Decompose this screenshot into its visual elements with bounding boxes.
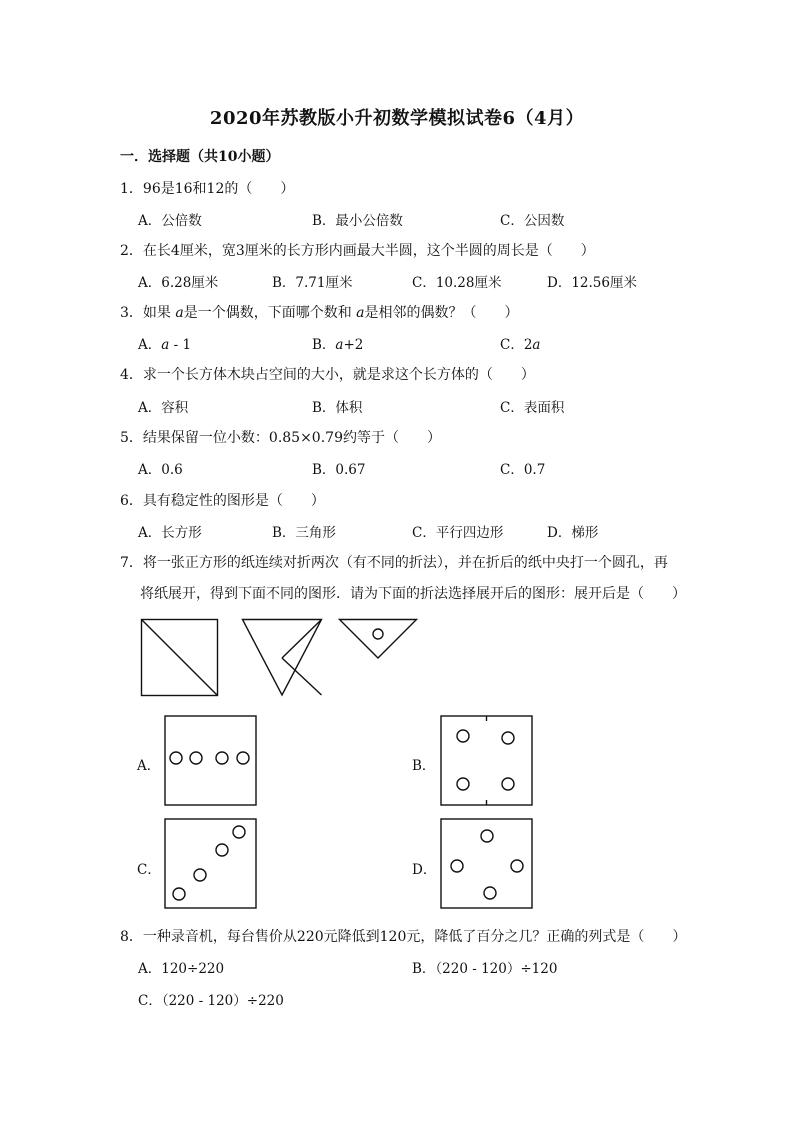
question-7-line-1: 7．将一张正方形的纸连续对折两次（有不同的折法），并在折后的纸中央打一个圆孔，再 [120, 555, 668, 571]
question-8: 8．一种录音机，每台售价从220元降低到120元，降低了百分之几？正确的列式是（ ） [120, 929, 687, 945]
q7-option-c-figure[interactable] [164, 818, 258, 910]
page-title: 2020年苏教版小升初数学模拟试卷6（4月） [209, 108, 585, 129]
question-3 [120, 302, 519, 322]
section-heading: 一．选择题（共10小题） [120, 149, 280, 165]
q7-option-b-figure[interactable] [440, 715, 534, 807]
q6-option-b[interactable]: B．三角形 [272, 525, 336, 541]
q7-option-c-square [165, 819, 256, 908]
q3-option-b-suffix: +2 [343, 337, 364, 353]
q4-option-a[interactable]: A．容积 [138, 400, 189, 416]
q7-option-a-label[interactable]: A． [137, 758, 161, 774]
fold-step-2-fold-line [282, 620, 322, 659]
question-6: 6．具有稳定性的图形是（ ） [120, 493, 325, 509]
q8-option-c[interactable]: C．（220 - 120）÷220 [138, 993, 284, 1009]
q7-option-a-hole-1 [170, 752, 182, 764]
question-2: 2．在长4厘米，宽3厘米的长方形内画最大半圆，这个半圆的周长是（ ） [120, 243, 595, 259]
question-5: 5．结果保留一位小数：0.85×0.79约等于（ ） [120, 430, 441, 446]
question-1: 1．96是16和12的（ ） [120, 181, 295, 197]
q3-option-a-suffix: - 1 [169, 337, 192, 353]
q7-option-a-hole-2 [190, 752, 202, 764]
q1-option-b[interactable]: B．最小公倍数 [312, 213, 403, 229]
q7-option-c-label[interactable]: C． [137, 862, 161, 878]
q7-option-c-hole-3 [194, 869, 206, 881]
q4-option-b[interactable]: B．体积 [312, 400, 363, 416]
q7-option-b-square [441, 716, 532, 805]
q3-text-post: 是相邻的偶数？（ ） [364, 305, 519, 321]
q7-option-d-figure[interactable] [440, 818, 534, 910]
q7-option-d-hole-2 [451, 860, 463, 872]
q7-option-c-hole-2 [216, 844, 228, 856]
q3-option-c[interactable] [500, 333, 540, 353]
q7-option-d-hole-3 [511, 860, 523, 872]
q7-option-b-hole-3 [457, 778, 469, 790]
q7-option-a-hole-3 [216, 752, 228, 764]
q3-option-a-prefix: A． [138, 337, 162, 353]
q7-option-b-hole-1 [457, 730, 469, 742]
q7-option-d-label[interactable]: D． [412, 862, 437, 878]
q7-option-c-hole-4 [173, 888, 185, 900]
q3-option-b-var: a [335, 337, 344, 353]
q3-option-c-var: a [532, 337, 541, 353]
fold-step-1-figure [140, 618, 220, 698]
q7-option-a-figure[interactable] [164, 715, 258, 807]
q5-option-c[interactable]: C．0.7 [500, 462, 546, 478]
q3-text-pre: 3．如果 [120, 305, 176, 321]
q3-option-b-prefix: B． [312, 337, 336, 353]
q2-option-c[interactable]: C．10.28厘米 [412, 275, 502, 291]
q7-option-a-square [165, 716, 256, 805]
q6-option-a[interactable]: A．长方形 [138, 525, 202, 541]
q7-option-b-hole-4 [502, 778, 514, 790]
q1-option-a[interactable]: A．公倍数 [138, 213, 202, 229]
fold-step-2-figure [241, 618, 323, 698]
fold-step-1-diagonal [142, 620, 218, 696]
fold-step-3-figure [338, 618, 418, 660]
q6-option-d[interactable]: D．梯形 [547, 525, 599, 541]
q2-option-d[interactable]: D．12.56厘米 [547, 275, 637, 291]
fold-step-2-inner-line [282, 658, 322, 695]
q7-option-b-label[interactable]: B． [412, 758, 436, 774]
q7-option-b-hole-2 [502, 732, 514, 744]
q7-option-a-hole-4 [237, 752, 249, 764]
q3-text-mid: 是一个偶数，下面哪个数和 [183, 305, 357, 321]
q3-option-a-var: a [161, 337, 170, 353]
q5-option-a[interactable]: A．0.6 [138, 462, 183, 478]
q7-option-d-hole-4 [484, 887, 496, 899]
q2-option-a[interactable]: A．6.28厘米 [138, 275, 219, 291]
q3-var-a: a [175, 305, 184, 321]
q7-option-c-hole-1 [233, 826, 245, 838]
q3-option-a[interactable] [138, 333, 191, 353]
question-7-line-2: 将纸展开，得到下面不同的图形．请为下面的折法选择展开后的图形：展开后是（ ） [140, 586, 686, 602]
q7-option-d-square [441, 819, 532, 908]
q2-option-b[interactable]: B．7.71厘米 [272, 275, 353, 291]
q6-option-c[interactable]: C．平行四边形 [412, 525, 504, 541]
q8-option-a[interactable]: A．120÷220 [138, 961, 225, 977]
q3-var-a-2: a [356, 305, 365, 321]
q8-option-b[interactable]: B．（220 - 120）÷120 [412, 961, 558, 977]
question-4: 4．求一个长方体木块占空间的大小，就是求这个长方体的（ ） [120, 367, 535, 383]
q3-option-c-prefix: C．2 [500, 337, 533, 353]
q1-option-c[interactable]: C．公因数 [500, 213, 565, 229]
q4-option-c[interactable]: C．表面积 [500, 400, 565, 416]
q7-option-d-hole-1 [481, 830, 493, 842]
fold-step-3-hole [373, 629, 383, 639]
q5-option-b[interactable]: B．0.67 [312, 462, 366, 478]
q3-option-b[interactable] [312, 333, 363, 353]
